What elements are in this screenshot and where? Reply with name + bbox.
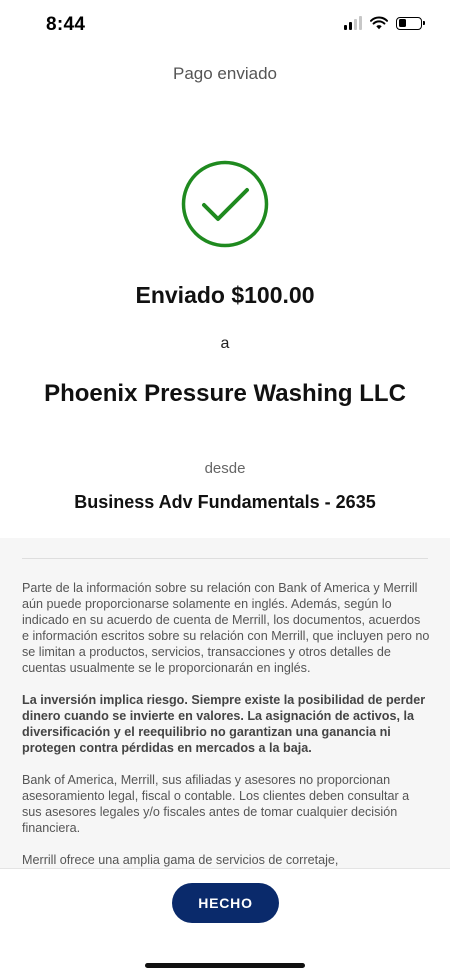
sent-amount: Enviado $100.00 [135, 282, 315, 308]
page-title: Pago enviado [173, 64, 277, 83]
disclosure-panel[interactable] [0, 538, 450, 868]
footer [0, 868, 450, 975]
risk-disclosure-paragraph: La inversión implica riesgo. Siempre existe la posibilidad de perder dinero cuando se invierte en valores. La asignación de activos, la diversificación y el reequilibrio no garantizan una ganancia ni protegen contra pérdidas en mercados a la baja. [22, 693, 426, 755]
status-icons [344, 16, 422, 30]
to-label: a [220, 335, 230, 352]
battery-icon [396, 17, 422, 30]
done-button[interactable]: HECHO [172, 883, 279, 923]
home-indicator[interactable] [145, 963, 305, 968]
status-time: 8:44 [46, 14, 86, 35]
source-account: Business Adv Fundamentals - 2635 [74, 492, 376, 512]
disclosure-paragraph: Parte de la información sobre su relación con Bank of America y Merrill aún puede proporcionarse solamente en inglés. Además, según lo indicado en su acuerdo de cuenta de Merrill, los documentos, acuerdos e información escritos sobre su relación con Merrill, que incluyen pero no se limitan a productos, servicios, transacciones y otros detalles de cuentas usualmente se le proporcionarán en inglés. [22, 581, 430, 675]
checkmark-circle-icon [181, 160, 269, 248]
wifi-icon [370, 16, 388, 30]
cellular-signal-icon [344, 16, 362, 30]
disclosure-paragraph: Bank of America, Merrill, sus afiliadas y asesores no proporcionan asesoramiento legal, fiscal o contable. Los clientes deben consultar a sus asesores legales y/o fiscales antes de tomar cualquier decisión financiera. [22, 773, 410, 835]
divider [22, 558, 428, 559]
from-label: desde [204, 460, 246, 477]
recipient-name: Phoenix Pressure Washing LLC [44, 380, 406, 407]
disclosure-paragraph: Merrill ofrece una amplia gama de servicios de corretaje, [22, 853, 339, 867]
status-bar [0, 0, 450, 50]
disclosure-text [22, 580, 430, 868]
